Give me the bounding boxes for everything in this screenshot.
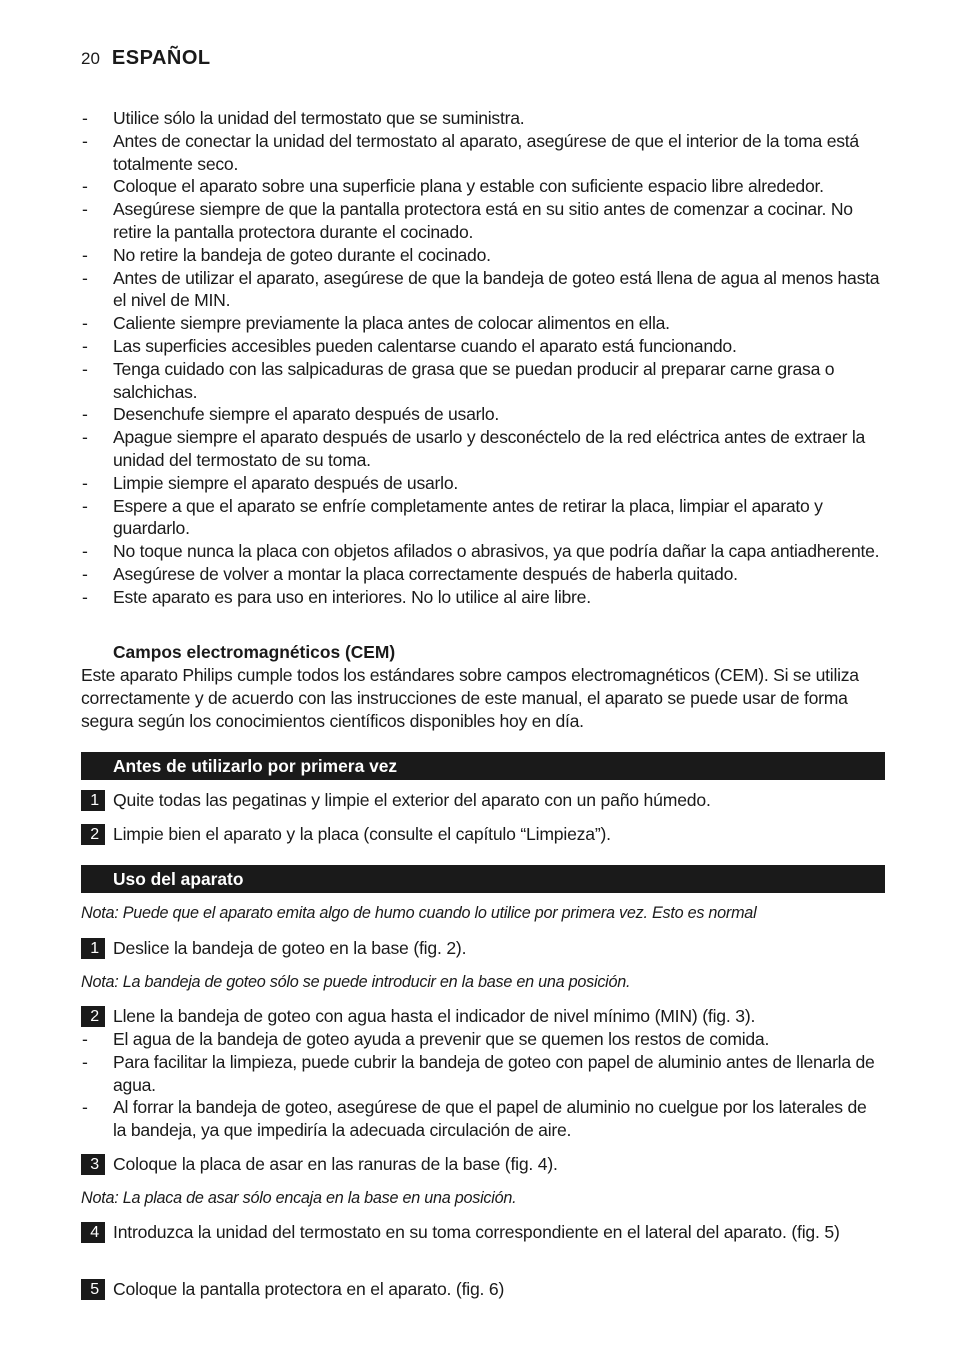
step-text: Quite todas las pegatinas y limpie el exterior del aparato con un paño húmedo. [113,790,711,810]
list-item: - Tenga cuidado con las salpicaduras de grasa que se puedan producir al preparar carne grasa o salchichas. [81,358,881,404]
first-use-step-1 [81,789,885,812]
page-header [81,47,211,75]
step-number-badge: 2 [81,1006,105,1027]
list-item: - Coloque el aparato sobre una superficie plana y estable con suficiente espacio libre alrededor. [81,175,881,198]
list-item: - El agua de la bandeja de goteo ayuda a prevenir que se quemen los restos de comida. [81,1028,881,1051]
step-text: Coloque la pantalla protectora en el aparato. (fig. 6) [113,1279,505,1299]
list-item: - No retire la bandeja de goteo durante el cocinado. [81,244,881,267]
emf-heading: Campos electromagnéticos (CEM) [113,642,396,662]
list-item: - Apague siempre el aparato después de usarlo y desconéctelo de la red eléctrica antes de extraer la unidad del termostato de su toma. [81,426,881,472]
step-text: Deslice la bandeja de goteo en la base (fig. 2). [113,938,467,958]
step-number-badge: 4 [81,1222,105,1243]
usage-step-5 [81,1278,885,1301]
emf-paragraph: Este aparato Philips cumple todos los estándares sobre campos electromagnéticos (CEM). Si se utiliza correctamente y de acuerdo con las instrucciones de este manual, el aparato se puede usar de forma segura según los conocimientos científicos disponibles hoy en día. [81,665,859,731]
step-text: Introduzca la unidad del termostato en su toma correspondiente en el lateral del aparato. (fig. 5) [113,1222,840,1242]
language-title: ESPAÑOL [111,47,211,69]
list-item: - Utilice sólo la unidad del termostato que se suministra. [81,107,881,130]
section-heading-first-use: Antes de utilizarlo por primera vez [81,752,885,780]
list-item: - Desenchufe siempre el aparato después de usarlo. [81,403,881,426]
usage-step-1 [81,937,885,960]
list-item: - Caliente siempre previamente la placa antes de colocar alimentos en ella. [81,312,881,335]
safety-bullet-list [81,107,881,609]
list-item: - No toque nunca la placa con objetos afilados o abrasivos, ya que podría dañar la capa antiadherente. [81,540,881,563]
step-number-badge: 3 [81,1154,105,1175]
list-item: - Limpie siempre el aparato después de usarlo. [81,472,881,495]
list-item: - Espere a que el aparato se enfríe completamente antes de retirar la placa, limpiar el aparato y guardarlo. [81,495,881,541]
step-number-badge: 1 [81,938,105,959]
list-item: - Las superficies accesibles pueden calentarse cuando el aparato está funcionando. [81,335,881,358]
first-use-step-2 [81,823,885,846]
usage-step-4 [81,1221,885,1244]
step-2-bullet-list [81,1028,881,1142]
list-item: - Asegúrese siempre de que la pantalla protectora está en su sitio antes de comenzar a cocinar. No retire la pantalla protectora durante el cocinado. [81,198,881,244]
usage-note-2: Nota: La bandeja de goteo sólo se puede introducir en la base en una posición. [81,973,631,991]
step-text: Coloque la placa de asar en las ranuras de la base (fig. 4). [113,1154,558,1174]
step-text: Llene la bandeja de goteo con agua hasta el indicador de nivel mínimo (MIN) (fig. 3). [113,1006,756,1026]
usage-note-3: Nota: La placa de asar sólo encaja en la base en una posición. [81,1189,517,1207]
list-item: - Antes de conectar la unidad del termostato al aparato, asegúrese de que el interior de la toma está totalmente seco. [81,130,881,176]
list-item: - Para facilitar la limpieza, puede cubrir la bandeja de goteo con papel de aluminio antes de llenarla de agua. [81,1051,881,1097]
page-number: 20 [81,49,100,68]
step-number-badge: 5 [81,1279,105,1300]
step-text: Limpie bien el aparato y la placa (consulte el capítulo “Limpieza”). [113,824,611,844]
section-heading-usage: Uso del aparato [81,865,885,893]
list-item: - Este aparato es para uso en interiores. No lo utilice al aire libre. [81,586,881,609]
list-item: - Al forrar la bandeja de goteo, asegúrese de que el papel de aluminio no cuelgue por los laterales de la bandeja, ya que impediría la adecuada circulación de aire. [81,1096,881,1142]
list-item: - Antes de utilizar el aparato, asegúrese de que la bandeja de goteo está llena de agua al menos hasta el nivel de MIN. [81,267,881,313]
step-number-badge: 2 [81,824,105,845]
step-number-badge: 1 [81,790,105,811]
usage-step-2 [81,1005,885,1028]
usage-note-1: Nota: Puede que el aparato emita algo de humo cuando lo utilice por primera vez. Esto es normal [81,904,757,922]
list-item: - Asegúrese de volver a montar la placa correctamente después de haberla quitado. [81,563,881,586]
usage-step-3 [81,1153,885,1176]
